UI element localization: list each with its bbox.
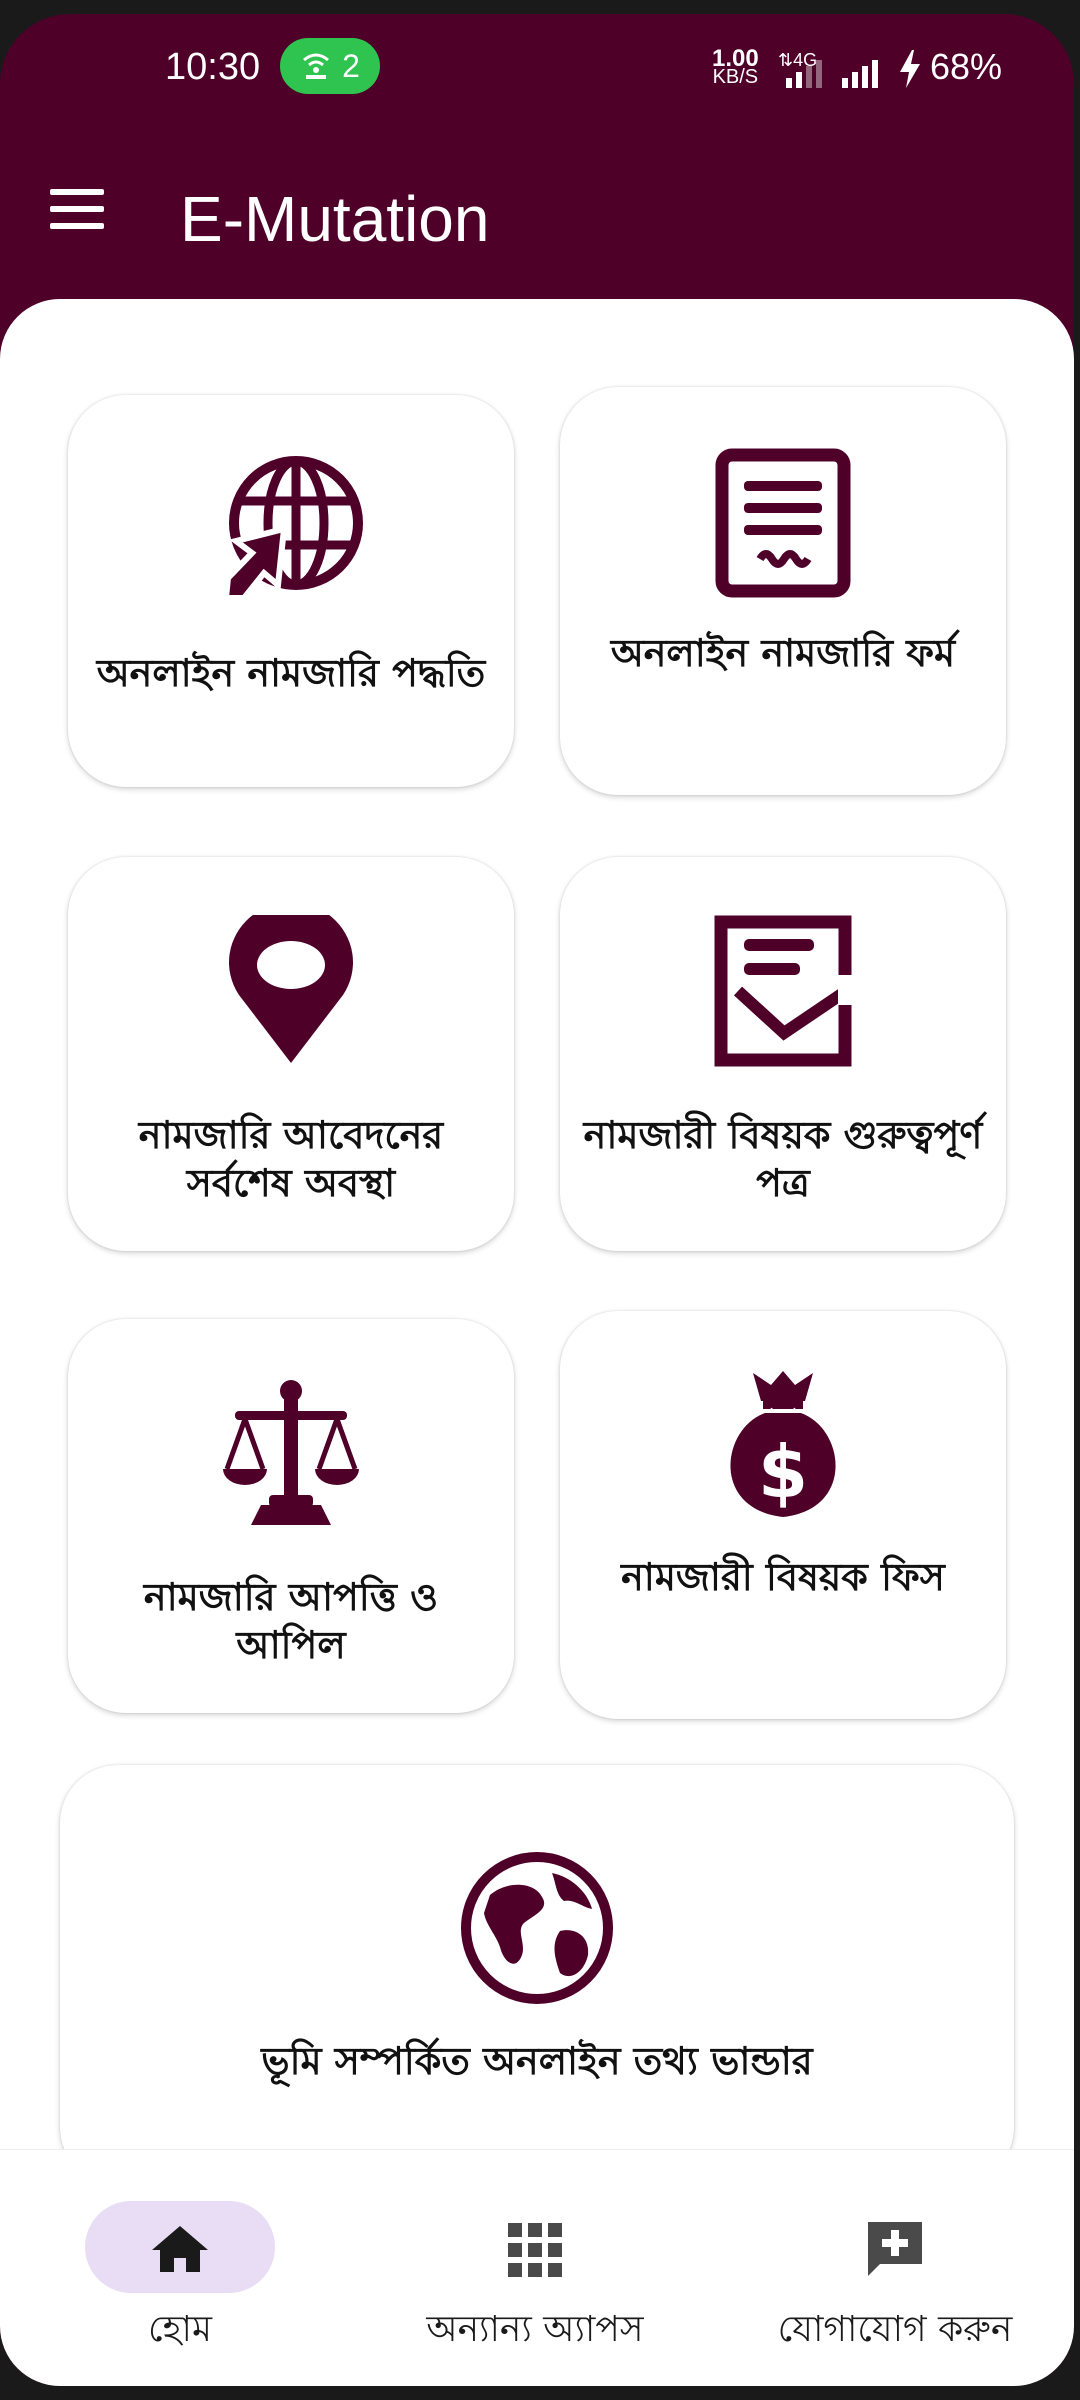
net-speed-value: 1.00 [712, 45, 759, 72]
net-speed-unit: KB/S [712, 66, 759, 88]
card-label: অনলাইন নামজারি ফর্ম [610, 631, 956, 675]
status-bar [0, 14, 1074, 124]
hotspot-icon [300, 50, 332, 82]
phone-frame [0, 14, 1074, 2386]
card-label: ভূমি সম্পর্কিত অনলাইন তথ্য ভান্ডার [261, 2039, 813, 2083]
card-label: নামজারী বিষয়ক গুরুত্বপূর্ণ পত্র [583, 1113, 983, 1205]
card-objection-appeal[interactable] [68, 1319, 514, 1713]
location-pin-icon [221, 915, 361, 1065]
net-speed [712, 45, 759, 88]
apps-grid-icon [508, 2223, 562, 2277]
earth-icon [460, 1851, 614, 2005]
card-label: অনলাইন নামজারি পদ্ধতি [96, 651, 486, 695]
card-important-letters[interactable] [560, 857, 1006, 1251]
nav-label: হোম [148, 2309, 212, 2350]
document-icon [714, 447, 852, 599]
charging-icon [898, 50, 922, 88]
nav-other-apps[interactable] [375, 2150, 695, 2386]
menu-button[interactable] [50, 189, 120, 239]
hotspot-count: 2 [342, 47, 360, 84]
nav-label: যোগাযোগ করুন [777, 2309, 1013, 2350]
signal-sim2-icon [842, 58, 878, 88]
net-type-label: 4G [793, 50, 818, 70]
letter-icon [714, 915, 852, 1067]
card-mutation-fees[interactable] [560, 1311, 1006, 1719]
net-arrows-icon: ⇅ [778, 50, 794, 70]
battery-level: 68% [930, 46, 1003, 87]
app-title: E-Mutation [180, 183, 490, 255]
app-bar [0, 124, 1074, 299]
card-online-land-database[interactable] [60, 1765, 1014, 2185]
nav-contact[interactable] [735, 2150, 1055, 2386]
status-time: 10:30 [165, 46, 261, 88]
nav-home[interactable] [20, 2150, 340, 2386]
card-online-mutation-form[interactable] [560, 387, 1006, 795]
nav-label: অন্যান্য অ্যাপস [426, 2309, 644, 2350]
money-bag-icon [713, 1369, 853, 1519]
card-label: নামজারী বিষয়ক ফিস [621, 1555, 945, 1599]
card-online-mutation-method[interactable] [68, 395, 514, 787]
signal-sim1-icon [786, 58, 822, 88]
add-comment-icon [864, 2218, 926, 2280]
card-application-status[interactable] [68, 857, 514, 1251]
globe-cursor-icon [216, 453, 366, 603]
hotspot-badge [280, 38, 380, 94]
bottom-navigation [0, 2149, 1074, 2386]
scales-icon [221, 1377, 361, 1527]
hamburger-icon [50, 189, 104, 195]
card-label: নামজারি আপত্তি ও আপিল [143, 1575, 439, 1667]
content-sheet [0, 299, 1074, 2149]
dollar-sign: $ [757, 1430, 809, 1514]
card-label: নামজারি আবেদনের সর্বশেষ অবস্থা [138, 1113, 444, 1205]
home-icon [150, 2224, 210, 2274]
